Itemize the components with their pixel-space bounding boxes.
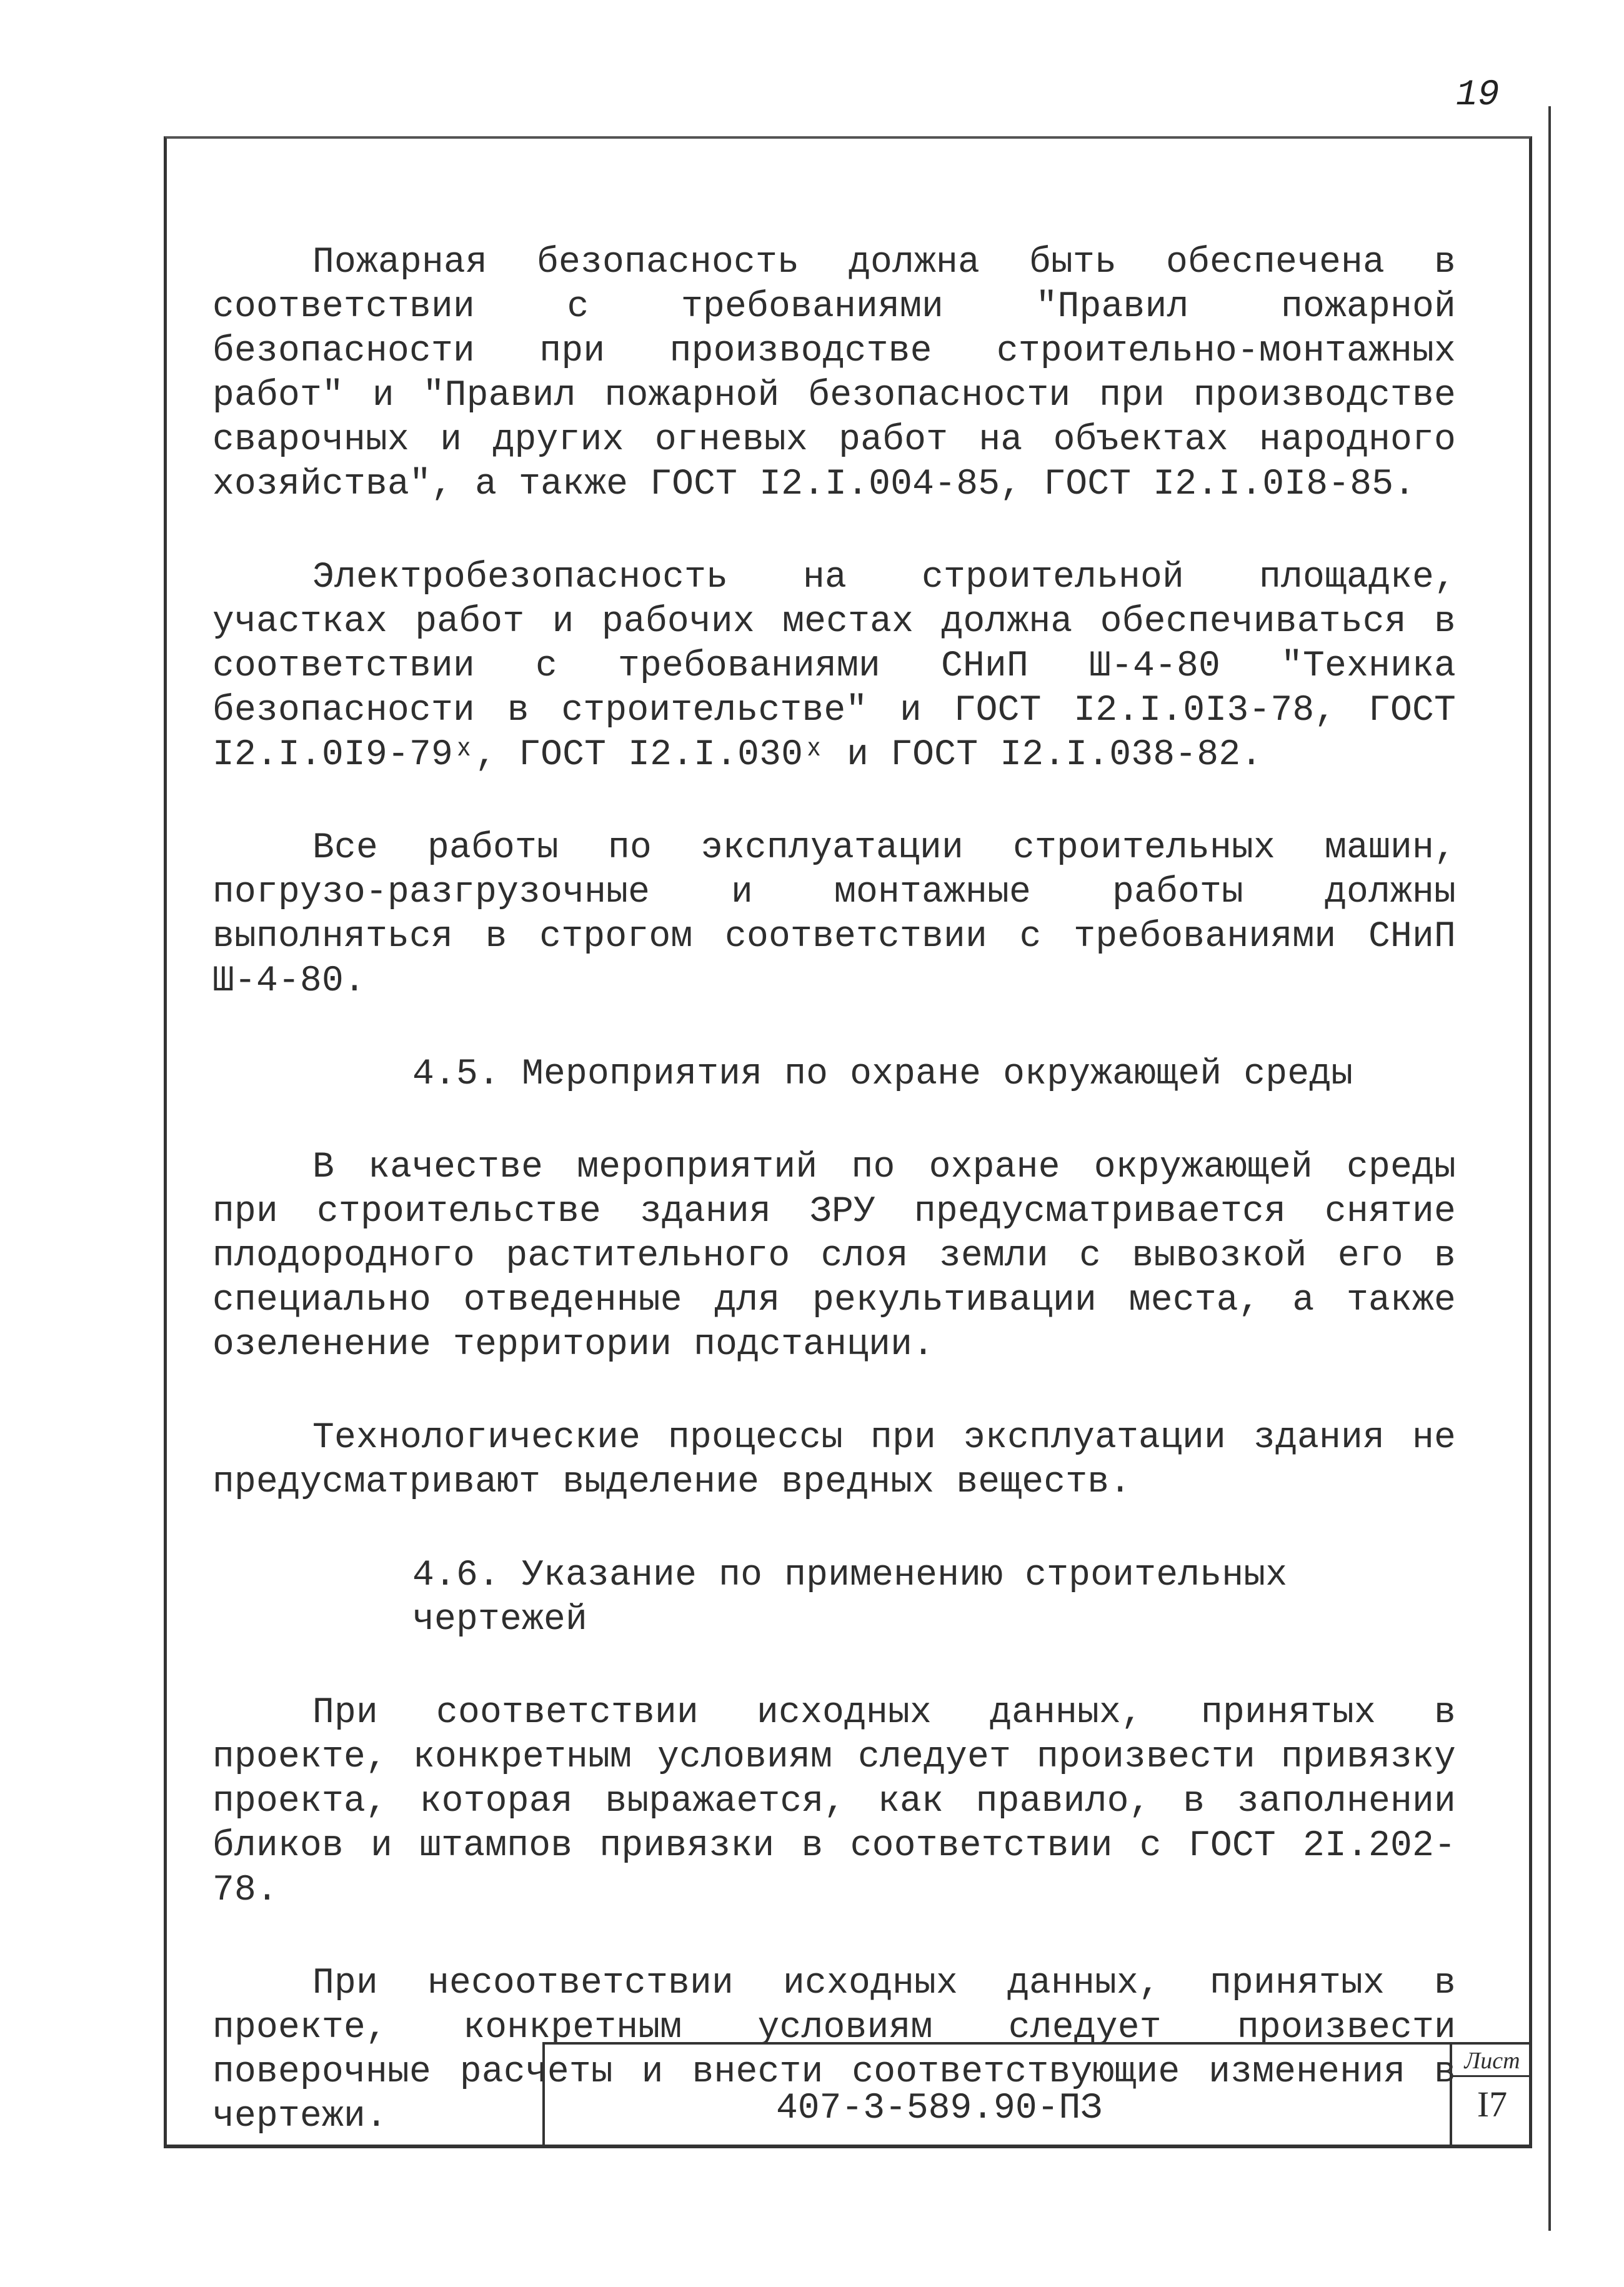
page-number: 19 bbox=[1456, 75, 1500, 116]
paragraph-machine-operation: Все работы по эксплуатации строительных машин, погрузо-разгрузочные и монтажные работы должны выполняться в строгом соответствии с требованиями СНиП Ш-4-80. bbox=[212, 828, 1456, 1002]
document-code: 407-3-589.90-ПЗ bbox=[776, 2088, 1103, 2129]
document-body bbox=[212, 241, 1456, 2188]
title-block-stamp bbox=[542, 2042, 1532, 2148]
paragraph-technological-processes: Технологические процессы при эксплуатации здания не предусматривают выделение вредных веществ. bbox=[212, 1418, 1456, 1503]
section-heading-4-5: 4.5. Мероприятия по охране окружающей среды bbox=[412, 1054, 1353, 1095]
paragraph-verification-calculations: При несоответствии исходных данных, принятых в проекте, конкретным условиям следует произвести поверочные расчеты и внести соответствующие изменения в чертежи. bbox=[212, 1963, 1456, 2137]
paragraph-environment-measures: В качестве мероприятий по охране окружающей среды при строительстве здания ЗРУ предусматривается снятие плодородного растительного слоя земли с вывозкой его в специально отведенные для рекультивации места, а также озеленение территории подстанции. bbox=[212, 1147, 1456, 1365]
paragraph-fire-safety: Пожарная безопасность должна быть обеспечена в соответствии с требованиями "Правил пожарной безопасности при производстве строительно-монтажных работ" и "Правил пожарной безопасности при производстве сварочных и других огневых работ на объектах народного хозяйства", а также ГОСТ I2.I.004-85, ГОСТ I2.I.0I8-85. bbox=[212, 242, 1456, 505]
section-heading-4-6: 4.6. Указание по применению строительных чертежей bbox=[412, 1555, 1288, 1640]
sheet-number: I7 bbox=[1477, 2084, 1508, 2125]
paragraph-electrical-safety: Электробезопасность на строительной площадке, участках работ и рабочих местах должна обеспечиваться в соответствии с требованиями СНиП Ш-4-80 "Техника безопасности в строительстве" и ГОСТ I2.I.0I3-78, ГОСТ I2.I.0I9-79ˣ, ГОСТ I2.I.030ˣ и ГОСТ I2.I.038-82. bbox=[212, 557, 1456, 775]
paragraph-project-binding: При соответствии исходных данных, принятых в проекте, конкретным условиям следует произвести привязку проекта, которая выражается, как правило, в заполнении бликов и штампов привязки в соответствии с ГОСТ 2I.202-78. bbox=[212, 1693, 1456, 1911]
sheet-box bbox=[1450, 2045, 1532, 2148]
sheet-label: Лист bbox=[1452, 2045, 1532, 2077]
margin-line bbox=[1548, 106, 1551, 2231]
